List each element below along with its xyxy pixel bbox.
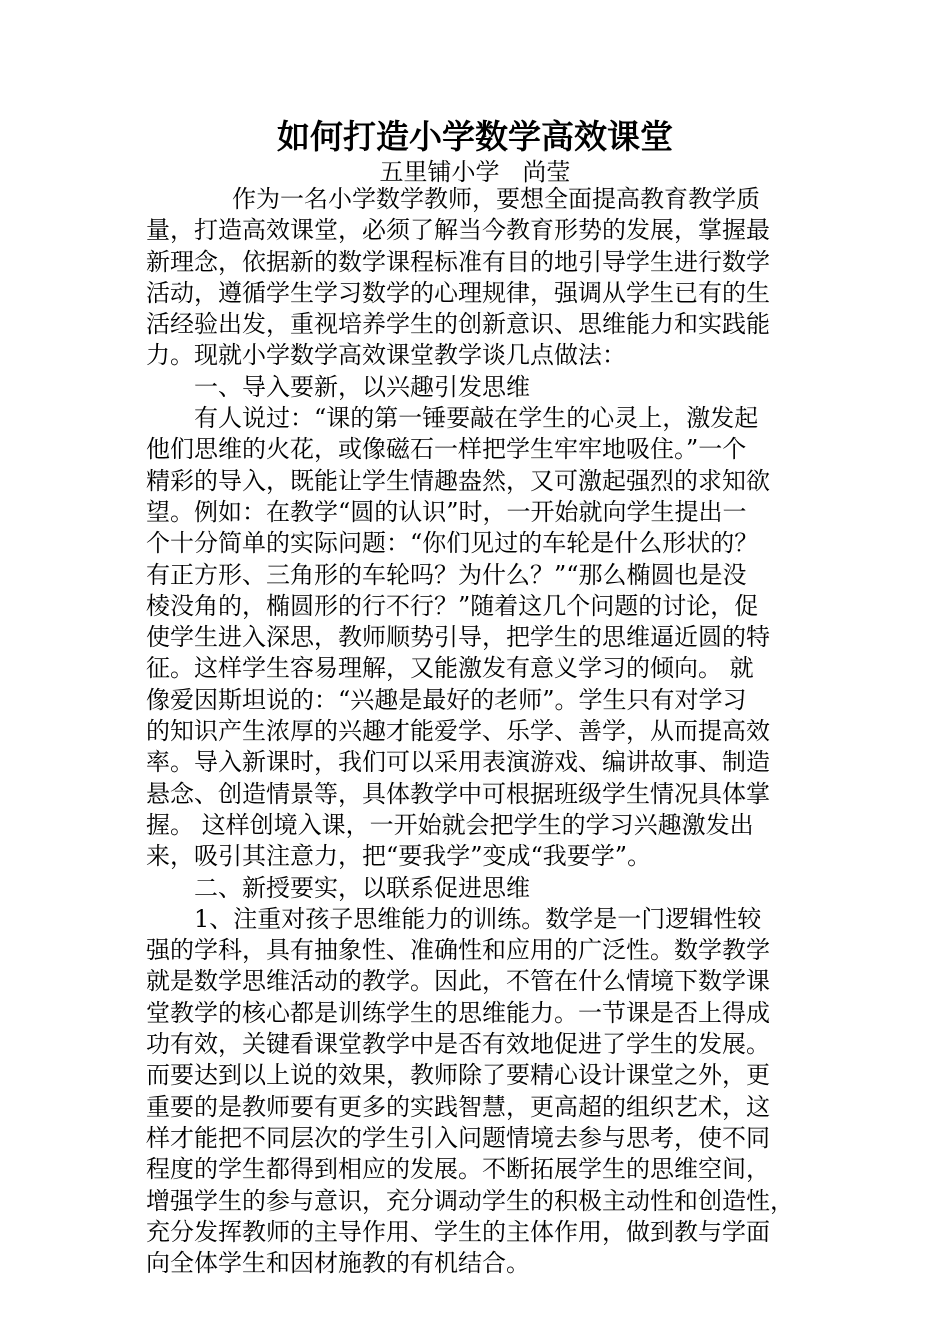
text-line: 他们思维的火花，或像磁石一样把学生牢牢地吸住。”一个: [146, 435, 747, 464]
text-line: 握。 这样创境入课，一开始就会把学生的学习兴趣激发出: [146, 810, 754, 839]
document-title: 如何打造小学数学高效课堂: [277, 117, 673, 156]
text-line: 作为一名小学数学教师，要想全面提高教育教学质: [232, 185, 760, 213]
text-line: 程度的学生都得到相应的发展。不断拓展学生的思维空间，: [146, 1155, 770, 1184]
text-line: 重要的是教师要有更多的实践智慧，更高超的组织艺术，这: [146, 1092, 770, 1121]
text-line: 活经验出发，重视培养学生的创新意识、思维能力和实践能: [146, 310, 770, 339]
text-line: 活动，遵循学生学习数学的心理规律，强调从学生已有的生: [146, 278, 770, 307]
document-body: [146, 184, 826, 1279]
text-line: 有人说过：“课的第一锤要敲在学生的心灵上，激发起: [194, 404, 759, 433]
text-line: 样才能把不同层次的学生引入问题情境去参与思考，使不同: [146, 1123, 770, 1152]
text-line: 来，吸引其注意力，把“要我学”变成“我要学”。: [146, 842, 652, 871]
text-line: 而要达到以上说的效果，教师除了要精心设计课堂之外，更: [146, 1061, 770, 1090]
text-line: 精彩的导入，既能让学生情趣盎然，又可激起强烈的求知欲: [146, 466, 770, 495]
text-line: 的知识产生浓厚的兴趣才能爱学、乐学、善学，从而提高效: [146, 717, 770, 746]
text-line: 新理念，依据新的数学课程标准有目的地引导学生进行数学: [146, 247, 770, 276]
text-line: 充分发挥教师的主导作用、学生的主体作用，做到教与学面: [146, 1217, 770, 1246]
text-line: 棱没角的，椭圆形的行不行？”随着这几个问题的讨论，促: [146, 591, 759, 620]
text-line: 量，打造高效课堂，必须了解当今教育形势的发展，掌握最: [146, 216, 770, 245]
text-line: 向全体学生和因材施教的有机结合。: [146, 1249, 530, 1278]
text-line: 强的学科，具有抽象性、准确性和应用的广泛性。数学教学: [146, 936, 770, 965]
text-line: 力。现就小学数学高效课堂教学谈几点做法：: [146, 341, 626, 370]
text-line: 征。这样学生容易理解，又能激发有意义学习的倾向。 就: [146, 654, 754, 683]
text-line: 使学生进入深思，教师顺势引导，把学生的思维逼近圆的特: [146, 623, 770, 652]
text-line: 个十分简单的实际问题：“你们见过的车轮是什么形状的？: [146, 529, 759, 558]
text-line: 1、注重对孩子思维能力的训练。数学是一门逻辑性较: [194, 904, 762, 933]
text-line: 就是数学思维活动的教学。因此，不管在什么情境下数学课: [146, 967, 770, 996]
text-line: 有正方形、三角形的车轮吗？为什么？”“那么椭圆也是没: [146, 560, 747, 589]
text-line: 悬念、创造情景等，具体教学中可根据班级学生情况具体掌: [146, 779, 770, 808]
text-line: 一、导入要新，以兴趣引发思维: [194, 372, 530, 401]
text-line: 二、新授要实，以联系促进思维: [194, 873, 530, 902]
text-line: 功有效，关键看课堂教学中是否有效地促进了学生的发展。: [146, 1030, 770, 1059]
author-byline: 五里铺小学 尚莹: [379, 158, 571, 186]
text-line: 堂教学的核心都是训练学生的思维能力。一节课是否上得成: [146, 998, 770, 1027]
text-line: 增强学生的参与意识，充分调动学生的积极主动性和创造性，: [146, 1186, 794, 1215]
text-line: 率。导入新课时，我们可以采用表演游戏、编讲故事、制造: [146, 748, 770, 777]
text-line: 像爱因斯坦说的：“兴趣是最好的老师”。学生只有对学习: [146, 685, 747, 714]
text-line: 望。例如：在教学“圆的认识”时，一开始就向学生提出一: [146, 497, 747, 526]
